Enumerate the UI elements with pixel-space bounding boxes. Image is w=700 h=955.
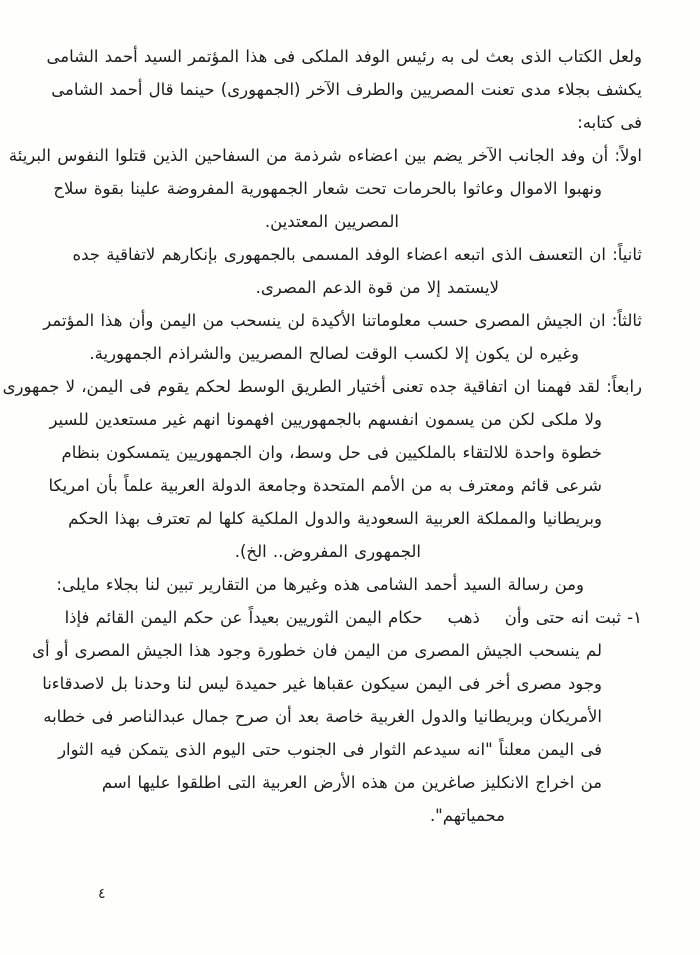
text-line: ولعل الكتاب الذى بعث لى به رئيس الوفد الملكى فى هذا المؤتمر السيد أحمد الشامى (46, 47, 642, 66)
text-line numbered-item-1: ١- ثبت انه حتى وأن ذهب حكام اليمن الثوريين بعيداً عن حكم اليمن القائم فإذا (64, 608, 642, 627)
text-line: الأمريكان وبريطانيا والدول الغربية خاصة بعد أن صرح جمال عبدالناصر فى خطابه (43, 707, 602, 726)
text-line: لايستمد إلا من قوة الدعم المصرى. (255, 278, 499, 297)
text-line: يكشف بجلاء مدى تعنت المصريين والطرف الآخر (الجمهورى) حينما قال أحمد الشامى (51, 80, 642, 99)
text-line: من اخراج الانكليز صاغرين من هذه الأرض العربية التى اطلقوا عليها اسم (101, 773, 602, 792)
text-line: وجود مصرى أخر فى اليمن سيكون عقباها غير حميدة ليس لنا وحدنا بل لاصدقاءنا (42, 674, 602, 693)
text-line: لم ينسحب الجيش المصرى من اليمن فان خطورة وجود هذا الجيش المصرى أو أى (32, 641, 602, 660)
text-line: وغيره لن يكون إلا لكسب الوقت لصالح المصريين والشراذم الجمهورية. (89, 344, 579, 363)
text-line: شرعى قائم ومعترف به من الأمم المتحدة وجامعة الدولة العربية علماً بأن امريكا (48, 476, 602, 495)
text-line: اولاً: أن وفد الجانب الآخر يضم بين اعضاءه شرذمة من السفاحين الذين قتلوا النفوس البريئة (8, 146, 642, 165)
text-line: وبريطانيا والمملكة العربية السعودية والدول الملكية كلها لم تعترف بهذا الحكم (68, 509, 602, 528)
text-line: فى اليمن معلناً "انه سيدعم الثوار فى الجنوب حتى اليوم الذى يتمكن فيه الثوار (58, 740, 602, 759)
text-line: محمياتهم". (429, 806, 505, 825)
text-line: الجمهورى المفروض.. الخ). (234, 542, 421, 561)
text-line: رابعاً: لقد فهمنا ان اتفاقية جده تعنى أختيار الطريق الوسط لحكم يقوم فى اليمن، لا جمهورى (2, 377, 642, 396)
text-line: ثانياً: ان التعسف الذى اتبعه اعضاء الوفد المسمى بالجمهورى بإنكارهم لاتفاقية جده (72, 245, 642, 264)
text-line: خطوة واحدة للالتقاء بالملكيين فى حل وسط، وان الجمهوريين يتمسكون بنظام (61, 443, 602, 462)
text-line: ثالثاً: ان الجيش المصرى حسب معلوماتنا الأكيدة لن ينسحب من اليمن وأن هذا المؤتمر (43, 311, 642, 330)
text-line: ولا ملكى لكن من يسمون انفسهم بالجمهوريين افهمونا انهم غير مستعدين للسير (49, 410, 602, 429)
text-line: ونهبوا الاموال وعاثوا بالحرمات تحت شعار الجمهورية المفروضة علينا بقوة سلاح (53, 179, 602, 198)
text-line: ومن رسالة السيد أحمد الشامى هذه وغيرها من التقارير تبين لنا بجلاء مايلى: (56, 575, 584, 594)
document-body (2, 40, 642, 832)
page-number: ٤ (98, 886, 106, 902)
text-line: فى كتابه: (577, 113, 642, 132)
text-line: المصريين المعتدين. (264, 212, 399, 231)
